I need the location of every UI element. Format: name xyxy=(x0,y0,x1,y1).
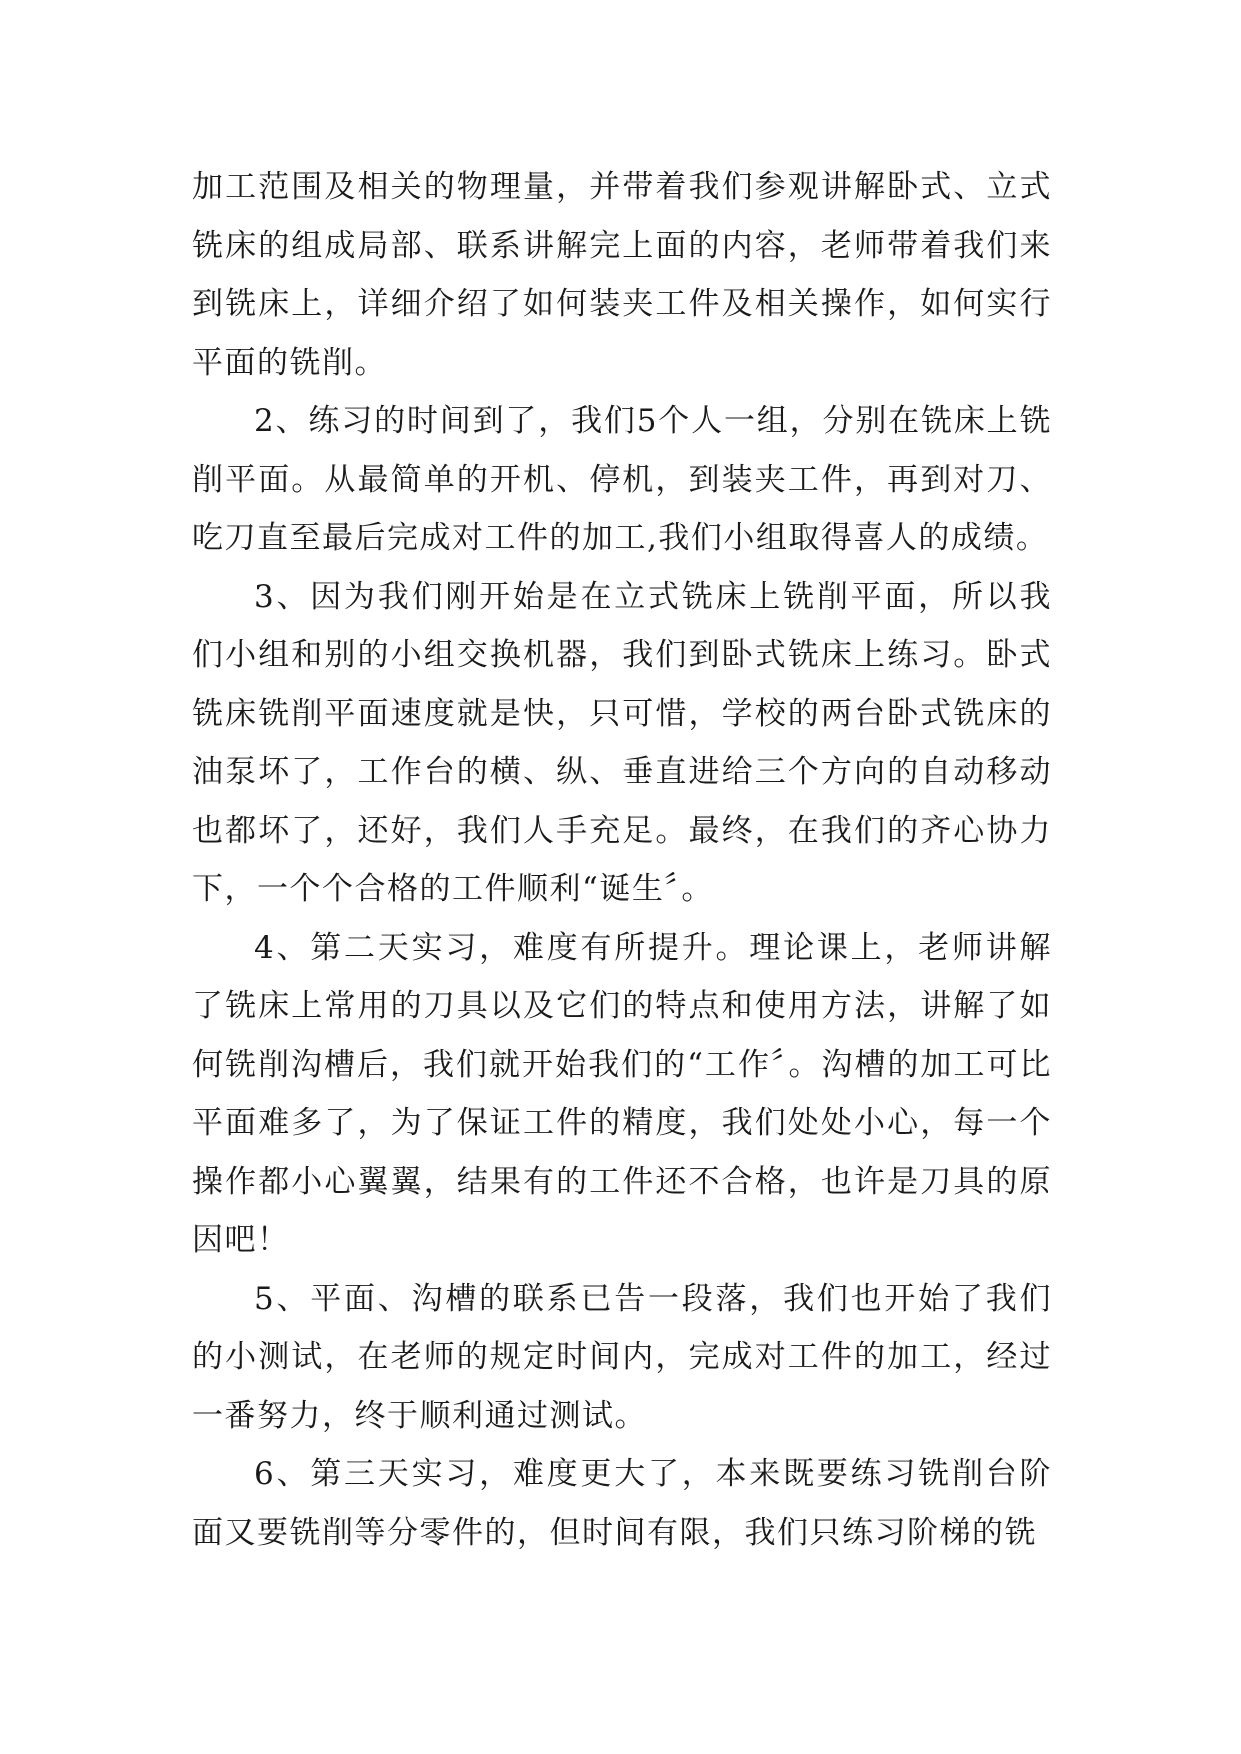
paragraph-6: 6、第三天实习，难度更大了，本来既要练习铣削台阶面又要铣削等分零件的，但时间有限，我们只练习阶梯的铣 xyxy=(192,1456,1052,1551)
paragraph-5: 5、平面、沟槽的联系已告一段落，我们也开始了我们的小测试，在老师的规定时间内，完成对工件的加工，经过一番努力，终于顺利通过测试。 xyxy=(192,1280,1052,1434)
document-body xyxy=(192,158,1052,1562)
paragraph-3: 3、因为我们刚开始是在立式铣床上铣削平面，所以我们小组和别的小组交换机器，我们到卧式铣床上练习。卧式铣床铣削平面速度就是快，只可惜，学校的两台卧式铣床的油泵坏了，工作台的横、纵、垂直进给三个方向的自动移动也都坏了，还好，我们人手充足。最终，在我们的齐心协力下，一个个合格的工件顺利“诞生〞。 xyxy=(192,578,1052,907)
paragraph-4: 4、第二天实习，难度有所提升。理论课上，老师讲解了铣床上常用的刀具以及它们的特点和使用方法，讲解了如何铣削沟槽后，我们就开始我们的“工作〞。沟槽的加工可比平面难多了，为了保证工件的精度，我们处处小心，每一个操作都小心翼翼，结果有的工件还不合格，也许是刀具的原因吧！ xyxy=(192,929,1052,1258)
paragraph-1: 加工范围及相关的物理量，并带着我们参观讲解卧式、立式铣床的组成局部、联系讲解完上面的内容，老师带着我们来到铣床上，详细介绍了如何装夹工件及相关操作，如何实行平面的铣削。 xyxy=(192,169,1052,381)
paragraph-2: 2、练习的时间到了，我们5个人一组，分别在铣床上铣削平面。从最简单的开机、停机，到装夹工件，再到对刀、吃刀直至最后完成对工件的加工,我们小组取得喜人的成绩。 xyxy=(192,403,1052,556)
